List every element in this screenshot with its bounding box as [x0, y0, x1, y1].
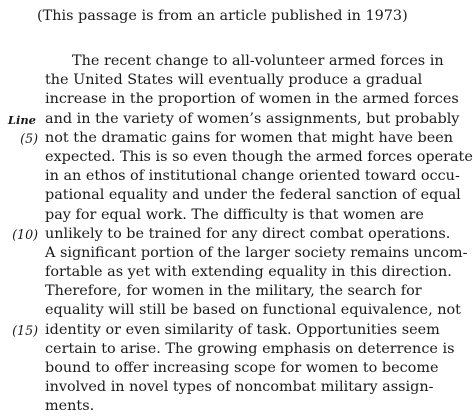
passage-line — [0, 282, 430, 301]
passage-line — [0, 321, 440, 340]
passage-line-text: fortable as yet with extending equality in this direction. — [45, 264, 452, 281]
passage-line-text: identity or even similarity of task. Opportunities seem — [45, 321, 440, 338]
passage-line-text: involved in novel types of noncombat military assign- — [45, 379, 434, 396]
passage-line — [0, 167, 460, 186]
passage-line — [0, 301, 461, 320]
source-note: (This passage is from an article published in 1973) — [37, 8, 408, 24]
line-number-15: (15) — [12, 322, 38, 338]
passage-line-text: bound to offer increasing scope for women to become — [45, 360, 439, 376]
passage-line — [0, 397, 430, 416]
passage-line — [0, 378, 434, 397]
passage-line-text: equality will still be based on functional equivalence, not — [45, 302, 461, 319]
passage-line — [0, 129, 454, 148]
passage-line — [0, 186, 461, 205]
passage-line-text: A significant portion of the larger society remains uncom- — [45, 244, 468, 261]
passage-line — [0, 340, 455, 359]
passage-line — [0, 110, 460, 129]
passage-line-text: not the dramatic gains for women that might have been — [45, 129, 454, 146]
passage-line-text: pay for equal work. The difficulty is that women are — [45, 206, 424, 223]
line-number-10: (10) — [12, 226, 38, 242]
passage-line-text: increase in the proportion of women in the armed forces — [45, 91, 459, 108]
passage-line — [0, 90, 459, 109]
passage-line — [0, 359, 439, 378]
passage-line — [0, 225, 451, 244]
passage-line — [0, 263, 452, 282]
passage-line — [0, 71, 430, 90]
passage-line-text: and in the variety of women’s assignments, but probably — [45, 110, 460, 127]
passage-line-text: Therefore, for women in the military, the search for — [45, 283, 422, 300]
passage-line — [0, 206, 430, 225]
passage-line — [0, 52, 444, 71]
passage-line-text: ments. — [45, 398, 95, 415]
line-label: Line — [7, 112, 36, 127]
passage-line-text: in an ethos of institutional change oriented toward occu- — [45, 168, 460, 185]
passage-line-text: the United States will eventually produce a gradual — [45, 72, 423, 89]
passage-line-text: certain to arise. The growing emphasis on deterrence is — [45, 340, 455, 357]
passage-line-text: unlikely to be trained for any direct combat operations. — [45, 225, 451, 242]
passage-line-text: expected. This is so even though the armed forces operate — [45, 148, 473, 165]
line-number-5: (5) — [20, 130, 38, 146]
passage-text — [0, 52, 473, 417]
passage-line-text: pational equality and under the federal sanction of equal — [45, 187, 461, 204]
passage-line — [0, 244, 468, 263]
passage-line-text: The recent change to all-volunteer armed forces in — [72, 53, 444, 69]
passage-line — [0, 148, 473, 167]
